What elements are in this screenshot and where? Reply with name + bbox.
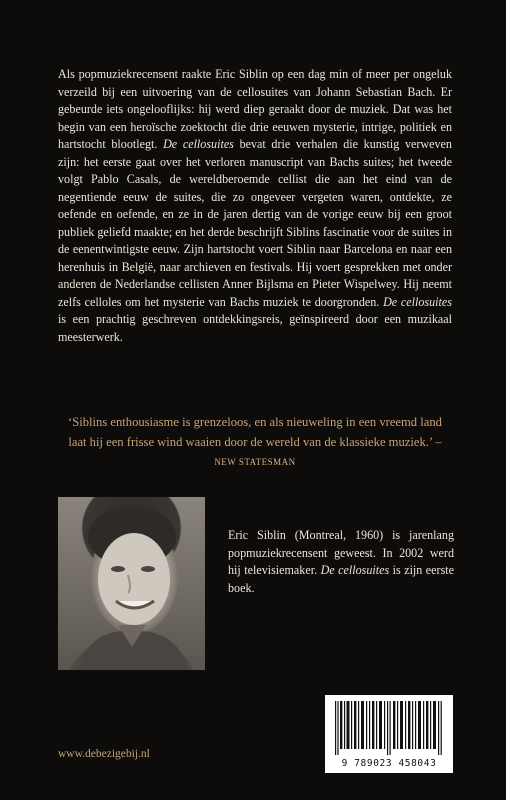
quote-text: ‘Siblins enthousiasme is grenzeloos, en als nieuweling in een vreemd land laat hij een frisse wind waaien door de wereld van de klassieke muziek.’ xyxy=(68,415,442,449)
book-title-italic: De cellosuites xyxy=(383,294,452,309)
publisher-website[interactable]: www.debezigebij.nl xyxy=(58,748,150,760)
isbn-barcode xyxy=(325,695,453,773)
blurb-text-2: bevat drie verhalen die kunstig verweven zijn: het eerste gaat over het verloren manuscript van Bachs suites; het tweede volgt Pablo Casals, de wereldberoemde cellist die aan het eind van de negentiende eeuw de suites, die zo ongeveer vergeten waren, ontdekte, ze oefende en oefende, en ze in de jaren dertig van de vorige eeuw bij een groot publiek geliefd maakte; en het derde beschrijft Siblins fascinatie voor de suites in de eenentwintigste eeuw. Zijn hartstocht voert Siblin naar Barcelona en naar een herenhuis in België, naar archieven en festivals. Hij voert gesprekken met onder anderen de Nederlandse cellisten Anner Bijlsma en Pieter Wispelwey. Hij neemt zelfs celloles om het mysterie van Bachs muziek te doorgronden. xyxy=(58,137,452,309)
quote-source: NEW STATESMAN xyxy=(214,457,296,467)
blurb-text-1: Als popmuziekrecensent raakte Eric Siblin op een dag min of meer per ongeluk verzeild bij een uitvoering van de cellosuites van Johann Sebastian Bach. Er gebeurde iets ongelooflijks: hij werd diep geraakt door de muziek. Dat was het begin van een heroïsche zoektocht die drie eeuwen mysterie, intrige, politiek en hartstocht blootlegt. xyxy=(58,67,452,151)
author-portrait-illustration xyxy=(58,497,205,670)
bio-text-2: is zijn eerste boek. xyxy=(228,563,454,595)
back-cover-blurb xyxy=(58,66,452,346)
author-photo xyxy=(58,497,205,670)
blurb-paragraph xyxy=(58,66,452,346)
quote-dash: – xyxy=(432,434,442,449)
barcode-bars xyxy=(335,701,443,755)
book-title-italic: De cellosuites xyxy=(320,563,390,577)
isbn-digits: 9 789023 458043 xyxy=(341,758,437,769)
book-title-italic: De cellosuites xyxy=(163,137,234,151)
blurb-text-3: is een prachtig geschreven ontdekkingsreis, geïnspireerd door een muzikaal meesterwerk. xyxy=(58,312,452,344)
press-quote xyxy=(58,413,452,473)
bio-text-1: Eric Siblin (Montreal, 1960) is jarenlang popmuziekrecensent geweest. In 2002 werd hij televisiemaker. xyxy=(228,528,454,577)
author-bio xyxy=(228,527,454,597)
